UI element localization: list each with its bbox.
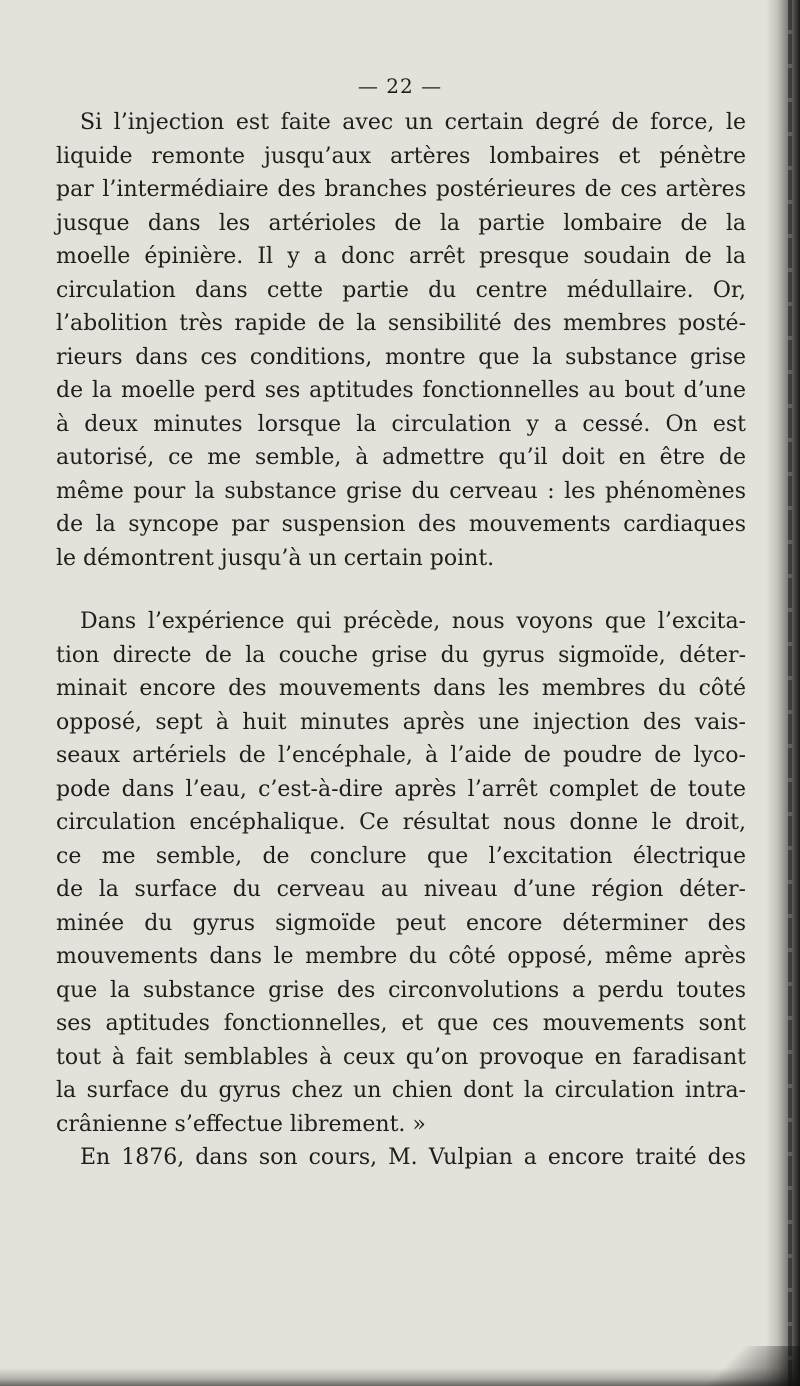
text-line: rieurs dans ces conditions, montre que la substance grise — [56, 344, 746, 370]
text-line: minait encore des mouvements dans les membres du côté — [56, 676, 746, 701]
text-line: moelle épinière. Il y a donc arrêt presque soudain de la — [56, 244, 746, 269]
text-line: le démontrent jusqu’à un certain point. — [56, 545, 495, 571]
text-line: la surface du gyrus chez un chien dont la circulation intra- — [56, 1078, 746, 1103]
text-line: ses aptitudes fonctionnelles, et que ces mouvements sont — [56, 1011, 746, 1036]
paragraph-gap — [56, 575, 746, 605]
text-line: tout à fait semblables à ceux qu’on provoque en faradisant — [56, 1044, 746, 1070]
page-binding-edge — [766, 0, 800, 1386]
text-line: En 1876, dans son cours, M. Vulpian a encore traité des — [80, 1145, 746, 1170]
paragraph-2 — [56, 605, 746, 1141]
text-line: Si l’injection est faite avec un certain degré de force, le — [80, 110, 746, 135]
page-bottom-corner — [680, 1346, 800, 1386]
paragraph-1 — [56, 106, 746, 575]
text-line: par l’intermédiaire des branches postérieures de ces artères — [56, 177, 746, 202]
text-line: circulation encéphalique. Ce résultat nous donne le droit, — [56, 810, 746, 835]
text-line: jusque dans les artérioles de la partie lombaire de la — [56, 210, 746, 236]
text-line: de la surface du cerveau au niveau d’une région déter- — [56, 877, 746, 902]
text-line: tion directe de la couche grise du gyrus sigmoïde, déter- — [56, 642, 746, 668]
text-line: Dans l’expérience qui précède, nous voyons que l’excita- — [80, 609, 746, 634]
text-line: l’abolition très rapide de la sensibilité des membres posté- — [56, 311, 746, 336]
text-line: crânienne s’effectue librement. » — [56, 1111, 426, 1137]
text-line: de la moelle perd ses aptitudes fonctionnelles au bout d’une — [56, 378, 746, 403]
text-line: circulation dans cette partie du centre médullaire. Or, — [56, 277, 746, 303]
text-line: pode dans l’eau, c’est-à-dire après l’arrêt complet de toute — [56, 776, 746, 802]
text-line: mouvements dans le membre du côté opposé, même après — [56, 944, 746, 969]
page-body — [56, 106, 746, 1175]
text-line: opposé, sept à huit minutes après une injection des vais- — [56, 709, 746, 735]
text-line: seaux artériels de l’encéphale, à l’aide de poudre de lyco- — [56, 743, 746, 768]
text-line: minée du gyrus sigmoïde peut encore déterminer des — [56, 910, 746, 936]
page-number: — 22 — — [357, 74, 443, 98]
text-line: que la substance grise des circonvolutions a perdu toutes — [56, 977, 746, 1003]
paragraph-3 — [56, 1141, 746, 1175]
text-line: même pour la substance grise du cerveau : les phénomènes — [56, 478, 746, 504]
text-line: à deux minutes lorsque la circulation y a cessé. On est — [56, 411, 746, 437]
text-line: autorisé, ce me semble, à admettre qu’il doit en être de — [56, 445, 746, 470]
page-binding-texture — [788, 0, 792, 1386]
text-line: de la syncope par suspension des mouvements cardiaques — [56, 512, 746, 537]
text-line: liquide remonte jusqu’aux artères lombaires et pénètre — [56, 143, 746, 169]
text-line: ce me semble, de conclure que l’excitation électrique — [56, 843, 746, 869]
